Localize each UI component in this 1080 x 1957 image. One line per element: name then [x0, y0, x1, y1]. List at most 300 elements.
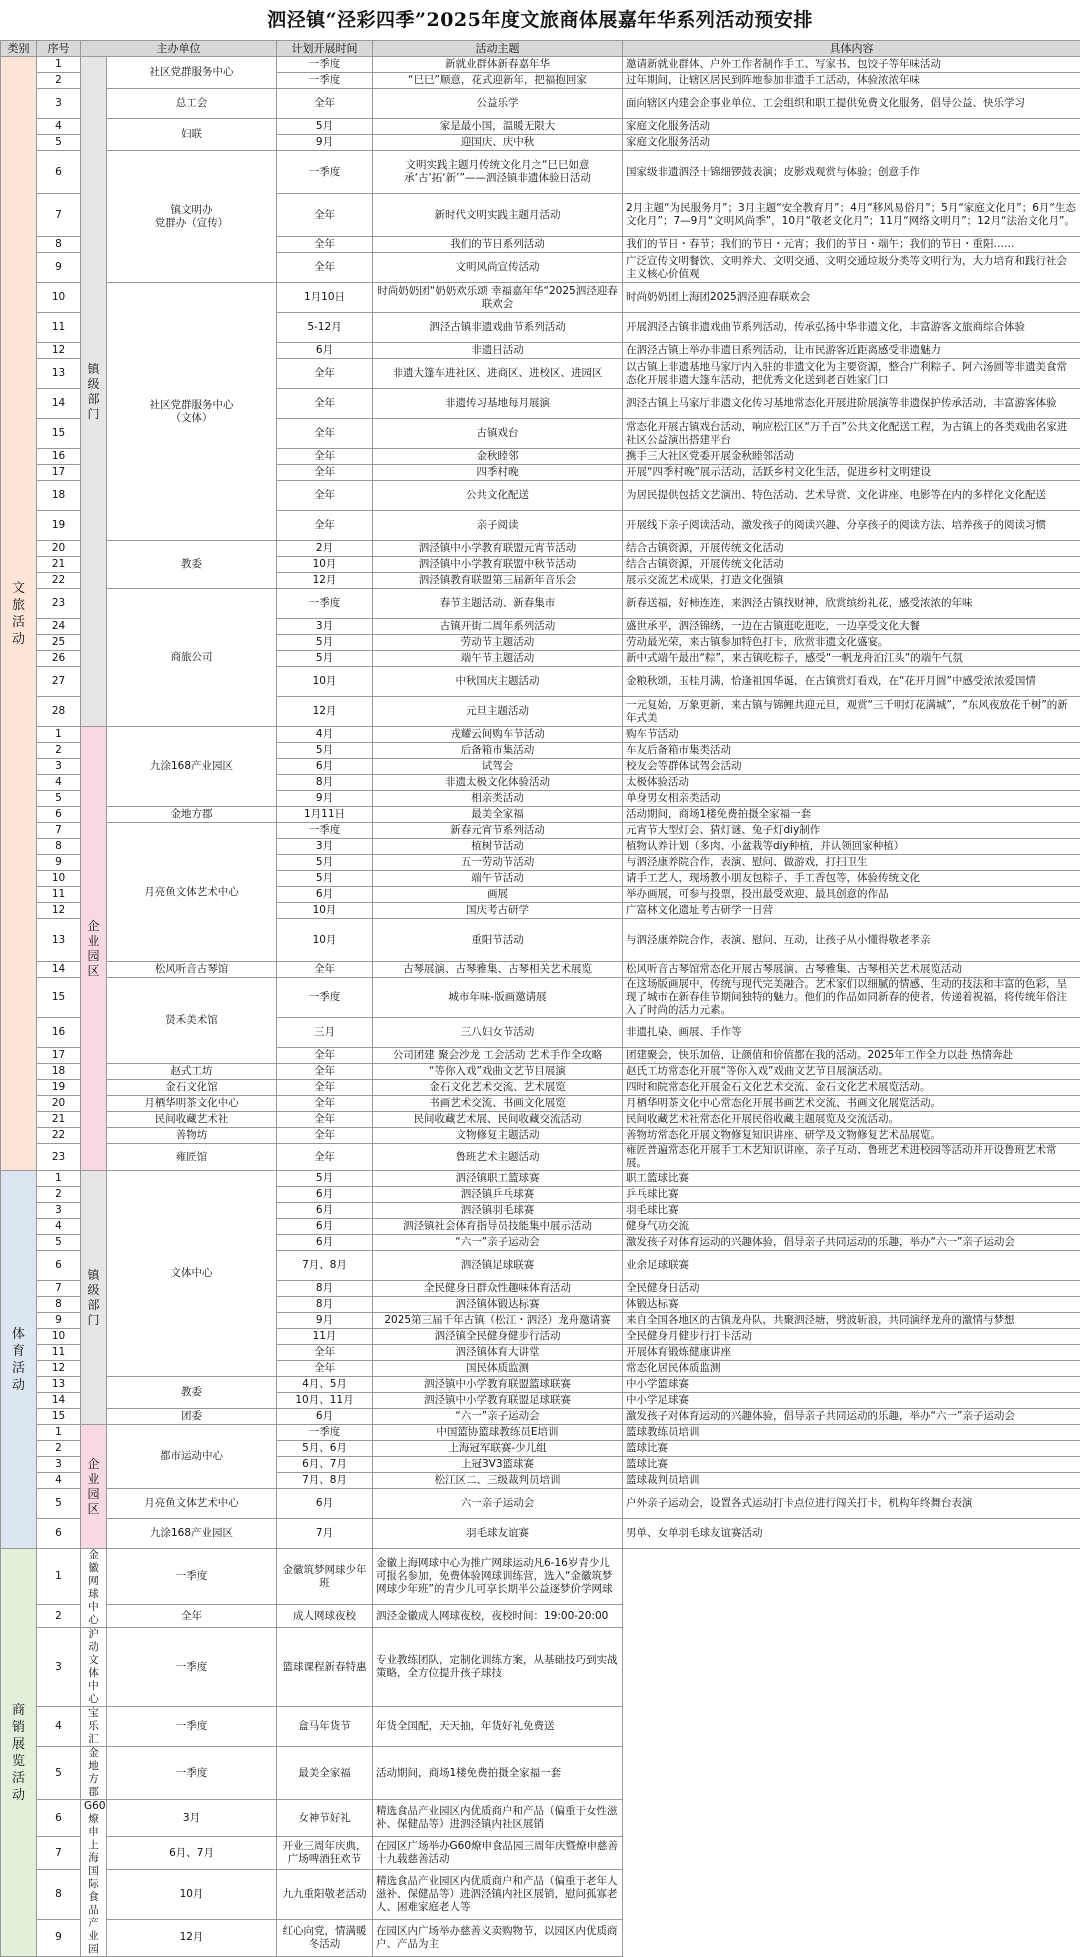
- content-cell: 在泗泾古镇上举办非遗日系列活动，让市民游客近距离感受非遗魅力: [623, 343, 1080, 359]
- table-row: [1, 1747, 1080, 1800]
- time-cell: 12月: [277, 697, 373, 727]
- time-cell: 3月: [107, 1800, 277, 1837]
- table-row: [1, 283, 1080, 313]
- table-row: [1, 151, 1080, 194]
- content-cell: 中小学足球赛: [623, 1393, 1080, 1409]
- theme-cell: 文物修复主题活动: [373, 1128, 623, 1144]
- row-number: 4: [37, 775, 81, 791]
- theme-cell: 古琴展演、古琴雅集、古琴相关艺术展览: [373, 962, 623, 978]
- time-cell: 三月: [277, 1018, 373, 1048]
- theme-cell: 书画艺术交流、书画文化展览: [373, 1096, 623, 1112]
- time-cell: 4月: [277, 727, 373, 743]
- row-number: 10: [37, 1329, 81, 1345]
- table-row: [1, 978, 1080, 1018]
- table-row: [1, 1096, 1080, 1112]
- theme-cell: 植树节活动: [373, 839, 623, 855]
- content-cell: 活动期间，商场1楼免费拍摄全家福一套: [373, 1747, 623, 1800]
- section-cell: [81, 1425, 107, 1549]
- content-cell: 2月主题“为民服务月”；3月主题“安全教育月”；4月“移风易俗月”；5月“家庭文化月”；6月“生态文化月”；7—9月“文明风尚季”，10月“敬老文化月”；11月“网络文明月”；12月“法治文化月”。: [623, 194, 1080, 237]
- organizer-cell: 社区党群服务中心: [107, 57, 277, 89]
- row-number: 25: [37, 635, 81, 651]
- row-number: 1: [37, 1549, 81, 1605]
- content-cell: 我们的节日・春节；我们的节日・元宵；我们的节日・端午；我们的节日・重阳……: [623, 237, 1080, 253]
- content-cell: 四时和院常态化开展金石文化艺术交流、金石文化艺术展览活动。: [623, 1080, 1080, 1096]
- row-number: 5: [37, 791, 81, 807]
- row-number: 15: [37, 978, 81, 1018]
- row-number: 4: [37, 1707, 81, 1747]
- row-number: 13: [37, 359, 81, 389]
- time-cell: 全年: [277, 253, 373, 283]
- content-cell: 开展体育锻炼健康讲座: [623, 1345, 1080, 1361]
- time-cell: 10月: [277, 903, 373, 919]
- theme-cell: 红心向党，情满暖冬活动: [277, 1919, 373, 1956]
- row-number: 7: [37, 1837, 81, 1870]
- content-cell: 泗泾金徽成人网球夜校，夜校时间：19:00-20:00: [373, 1605, 623, 1628]
- content-cell: 精选食品产业园区内优质商户和产品（偏重于老年人滋补、保健品等）进泗泾镇内社区展销，慰问孤寡老人、困难家庭老人等: [373, 1870, 623, 1919]
- theme-cell: 春节主题活动、新春集市: [373, 589, 623, 619]
- row-number: 9: [37, 1919, 81, 1956]
- row-number: 9: [37, 1313, 81, 1329]
- time-cell: 全年: [277, 359, 373, 389]
- row-number: 15: [37, 1409, 81, 1425]
- row-number: 18: [37, 1064, 81, 1080]
- content-cell: 时尚奶奶团上海团2025泗泾迎春联欢会: [623, 283, 1080, 313]
- table-row: [1, 1064, 1080, 1080]
- time-cell: 5月、6月: [277, 1441, 373, 1457]
- theme-cell: 泗泾镇职工篮球赛: [373, 1171, 623, 1187]
- organizer-cell: 文体中心: [107, 1171, 277, 1377]
- table-row: [1, 1171, 1080, 1187]
- time-cell: 一季度: [277, 57, 373, 73]
- theme-cell: “六一”亲子运动会: [373, 1235, 623, 1251]
- time-cell: 10月、11月: [277, 1393, 373, 1409]
- row-number: 8: [37, 1870, 81, 1919]
- time-cell: 6月: [277, 1203, 373, 1219]
- time-cell: 7月、8月: [277, 1473, 373, 1489]
- theme-cell: 金石文化艺术交流、艺术展览: [373, 1080, 623, 1096]
- section-cell: [81, 727, 107, 1171]
- theme-cell: 相亲类活动: [373, 791, 623, 807]
- row-number: 6: [37, 1251, 81, 1281]
- theme-cell: 女神节好礼: [277, 1800, 373, 1837]
- time-cell: 8月: [277, 1297, 373, 1313]
- theme-cell: 开业三周年庆典，广场啤酒狂欢节: [277, 1837, 373, 1870]
- content-cell: 金徽上海网球中心为推广网球运动凡6-16岁青少儿可报名参加，免费体验网球训练营，选入“金徽筑梦网球少年班”的青少儿可享长期半公益逐梦价学网球: [373, 1549, 623, 1605]
- time-cell: 5月: [277, 651, 373, 667]
- section-label: 镇级部门: [87, 1268, 101, 1328]
- time-cell: 8月: [277, 1281, 373, 1297]
- table-row: [1, 1377, 1080, 1393]
- theme-cell: 松江区二、三级裁判员培训: [373, 1473, 623, 1489]
- organizer-cell: 月亮鱼文体艺术中心: [107, 1489, 277, 1519]
- table-row: [1, 1837, 1080, 1870]
- row-number: 6: [37, 1800, 81, 1837]
- content-cell: 广泛宣传文明餐饮、文明养犬、文明交通、文明交通垃圾分类等文明行为，大力培育和践行社会主义核心价值观: [623, 253, 1080, 283]
- time-cell: 5月: [277, 1171, 373, 1187]
- theme-cell: 端午节主题活动: [373, 651, 623, 667]
- organizer-cell: 九涂168产业园区: [107, 727, 277, 807]
- time-cell: 10月: [277, 557, 373, 573]
- header-organizer: 主办单位: [81, 41, 277, 57]
- theme-cell: 非遗大篷车进社区、进商区、进校区、进园区: [373, 359, 623, 389]
- time-cell: 一季度: [277, 589, 373, 619]
- table-row: [1, 1919, 1080, 1956]
- header-theme: 活动主题: [373, 41, 623, 57]
- content-cell: 车友后备箱市集类活动: [623, 743, 1080, 759]
- time-cell: 全年: [277, 1112, 373, 1128]
- theme-cell: 泗泾镇教育联盟第三届新年音乐会: [373, 573, 623, 589]
- theme-cell: 公益乐学: [373, 89, 623, 119]
- time-cell: 10月: [107, 1870, 277, 1919]
- content-cell: 举办画展，可参与投票，投出最受欢迎、最具创意的作品: [623, 887, 1080, 903]
- content-cell: 专业教练团队，定制化训练方案，从基础技巧到实战策略，全方位提升孩子球技: [373, 1628, 623, 1707]
- theme-cell: 亲子阅读: [373, 511, 623, 541]
- content-cell: 与泗泾康养院合作，表演、慰问、做游戏，打扫卫生: [623, 855, 1080, 871]
- row-number: 14: [37, 1393, 81, 1409]
- row-number: 10: [37, 871, 81, 887]
- content-cell: 植物认养计划（多肉、小盆栽等diy种植，并认领回家种植）: [623, 839, 1080, 855]
- row-number: 19: [37, 1080, 81, 1096]
- organizer-cell: 教委: [107, 541, 277, 589]
- theme-cell: 非遗传习基地每月展演: [373, 389, 623, 419]
- row-number: 7: [37, 823, 81, 839]
- theme-cell: 金徽筑梦网球少年班: [277, 1549, 373, 1605]
- content-cell: 结合古镇资源，开展传统文化活动: [623, 541, 1080, 557]
- table-row: [1, 1112, 1080, 1128]
- organizer-cell: 善物坊: [107, 1128, 277, 1144]
- content-cell: 校友会等群体试驾会活动: [623, 759, 1080, 775]
- row-number: 4: [37, 119, 81, 135]
- table-row: [1, 541, 1080, 557]
- time-cell: 12月: [107, 1919, 277, 1956]
- time-cell: 3月: [277, 839, 373, 855]
- time-cell: 全年: [277, 389, 373, 419]
- time-cell: 全年: [277, 1064, 373, 1080]
- organizer-cell: 金徽网球中心: [81, 1549, 107, 1628]
- theme-cell: 后备箱市集活动: [373, 743, 623, 759]
- time-cell: 12月: [277, 573, 373, 589]
- table-row: [1, 1800, 1080, 1837]
- table-row: [1, 1605, 1080, 1628]
- organizer-cell: 贤禾美术馆: [107, 978, 277, 1064]
- theme-cell: 文明实践主题月传统文化月之“巳巳如意 承‘古’拓‘新’”——泗泾镇非遗体验日活动: [373, 151, 623, 194]
- content-cell: 开展线下亲子阅读活动，激发孩子的阅读兴趣、分享孩子的阅读方法、培养孩子的阅读习惯: [623, 511, 1080, 541]
- theme-cell: 时尚奶奶团“奶奶欢乐颂 幸福嘉年华“2025泗泾迎春联欢会: [373, 283, 623, 313]
- theme-cell: 泗泾古镇非遗戏曲节系列活动: [373, 313, 623, 343]
- table-row: [1, 1870, 1080, 1919]
- row-number: 5: [37, 1235, 81, 1251]
- row-number: 8: [37, 1297, 81, 1313]
- content-cell: 泗泾古镇上马家厅非遗文化传习基地常态化开展进阶展演等非遗保护传承活动，丰富游客体验: [623, 389, 1080, 419]
- row-number: 2: [37, 73, 81, 89]
- time-cell: 9月: [277, 791, 373, 807]
- organizer-cell: 都市运动中心: [107, 1425, 277, 1489]
- row-number: 16: [37, 1018, 81, 1048]
- time-cell: 1月11日: [277, 807, 373, 823]
- header-content: 具体内容: [623, 41, 1080, 57]
- row-number: 13: [37, 919, 81, 962]
- content-cell: 邀请新就业群体、户外工作者制作手工、写家书、包饺子等年味活动: [623, 57, 1080, 73]
- row-number: 17: [37, 465, 81, 481]
- content-cell: 盛世承平，泗泾锦绣，一边在古镇逛吃逛吃，一边享受文化大餐: [623, 619, 1080, 635]
- theme-cell: 三八妇女节活动: [373, 1018, 623, 1048]
- row-number: 7: [37, 1281, 81, 1297]
- row-number: 23: [37, 589, 81, 619]
- content-cell: 雍匠普遍常态化开展手工木艺知识讲座、亲子互动、鲁班艺术进校园等活动并开设鲁班艺术常展。: [623, 1144, 1080, 1171]
- table-row: [1, 1628, 1080, 1707]
- row-number: 17: [37, 1048, 81, 1064]
- organizer-cell: 社区党群服务中心 （文体）: [107, 283, 277, 541]
- row-number: 8: [37, 237, 81, 253]
- row-number: 3: [37, 1628, 81, 1707]
- table-row: [1, 1409, 1080, 1425]
- section-label: 企业园区: [87, 1457, 101, 1517]
- organizer-cell: G60燎申 上海国际食品产业园: [81, 1800, 107, 1957]
- time-cell: 5月: [277, 119, 373, 135]
- content-cell: 激发孩子对体育运动的兴趣体验，倡导亲子共同运动的乐趣，举办“六一”亲子运动会: [623, 1235, 1080, 1251]
- row-number: 5: [37, 1489, 81, 1519]
- time-cell: 6月: [277, 1187, 373, 1203]
- time-cell: 全年: [277, 1128, 373, 1144]
- time-cell: 10月: [277, 667, 373, 697]
- row-number: 11: [37, 887, 81, 903]
- time-cell: 6月: [277, 1235, 373, 1251]
- content-cell: 活动期间，商场1楼免费拍摄全家福一套: [623, 807, 1080, 823]
- theme-cell: 新春元宵节系列活动: [373, 823, 623, 839]
- theme-cell: 公共文化配送: [373, 481, 623, 511]
- organizer-cell: 金地方郡: [81, 1747, 107, 1800]
- theme-cell: 泗泾镇体育大讲堂: [373, 1345, 623, 1361]
- row-number: 2: [37, 1187, 81, 1203]
- table-row: [1, 1128, 1080, 1144]
- content-cell: 团建聚会，快乐加倍，让颜值和价值都在我的活动。2025年工作全力以赴 热情奔赴: [623, 1048, 1080, 1064]
- theme-cell: 泗泾镇乒乓球赛: [373, 1187, 623, 1203]
- row-number: 4: [37, 1219, 81, 1235]
- table-row: [1, 1707, 1080, 1747]
- time-cell: 8月: [277, 775, 373, 791]
- table-row: [1, 807, 1080, 823]
- row-number: 20: [37, 1096, 81, 1112]
- organizer-cell: 商旅公司: [107, 589, 277, 727]
- content-cell: 业余足球联赛: [623, 1251, 1080, 1281]
- time-cell: 6月: [277, 1409, 373, 1425]
- time-cell: 3月: [277, 619, 373, 635]
- content-cell: 家庭文化服务活动: [623, 135, 1080, 151]
- theme-cell: 劳动节主题活动: [373, 635, 623, 651]
- theme-cell: 泗泾镇社会体育指导员技能集中展示活动: [373, 1219, 623, 1235]
- category-cell: [1, 1549, 37, 1957]
- time-cell: 5-12月: [277, 313, 373, 343]
- row-number: 5: [37, 135, 81, 151]
- theme-cell: 泗泾镇全民健身健步行活动: [373, 1329, 623, 1345]
- table-row: [1, 962, 1080, 978]
- organizer-cell: 松风听音古琴馆: [107, 962, 277, 978]
- theme-cell: 国民体质监测: [373, 1361, 623, 1377]
- theme-cell: 迎国庆、庆中秋: [373, 135, 623, 151]
- organizer-cell: 沪动文体中心: [81, 1628, 107, 1707]
- time-cell: 一季度: [277, 1425, 373, 1441]
- time-cell: 全年: [277, 962, 373, 978]
- table-row: [1, 1489, 1080, 1519]
- content-cell: 男单、女单羽毛球友谊赛活动: [623, 1519, 1080, 1549]
- table-row: [1, 727, 1080, 743]
- theme-cell: 羽毛球友谊赛: [373, 1519, 623, 1549]
- row-number: 18: [37, 481, 81, 511]
- category-cell: [1, 1171, 37, 1549]
- organizer-cell: 月栖华明茶文化中心: [107, 1096, 277, 1112]
- row-number: 28: [37, 697, 81, 727]
- theme-cell: 元旦主题活动: [373, 697, 623, 727]
- category-label: 文旅活动: [12, 580, 26, 648]
- theme-cell: 戎耀云间购车节活动: [373, 727, 623, 743]
- row-number: 1: [37, 1171, 81, 1187]
- theme-cell: 画展: [373, 887, 623, 903]
- time-cell: 全年: [277, 1080, 373, 1096]
- theme-cell: 上冠3V3篮球赛: [373, 1457, 623, 1473]
- theme-cell: 上海冠军联赛-少儿组: [373, 1441, 623, 1457]
- theme-cell: 重阳节活动: [373, 919, 623, 962]
- content-cell: 家庭文化服务活动: [623, 119, 1080, 135]
- content-cell: 精选食品产业园区内优质商户和产品（偏重于女性滋补、保健品等）进泗泾镇内社区展销: [373, 1800, 623, 1837]
- time-cell: 5月: [277, 635, 373, 651]
- content-cell: 国家级非遗泗泾十锦细锣鼓表演；皮影戏观赏与体验；创意手作: [623, 151, 1080, 194]
- content-cell: 常态化开展古镇戏台活动，响应松江区“万千百”公共文化配送工程，为古镇上的各类戏曲名家进社区公益演出搭建平台: [623, 419, 1080, 449]
- row-number: 3: [37, 759, 81, 775]
- theme-cell: 四季村晚: [373, 465, 623, 481]
- row-number: 14: [37, 389, 81, 419]
- organizer-cell: 镇文明办 党群办（宣传）: [107, 151, 277, 283]
- theme-cell: 国庆考古研学: [373, 903, 623, 919]
- row-number: 13: [37, 1377, 81, 1393]
- row-number: 4: [37, 1473, 81, 1489]
- theme-cell: 成人网球夜校: [277, 1605, 373, 1628]
- content-cell: 月栖华明茶文化中心常态化开展书画艺术交流、书画文化展览活动。: [623, 1096, 1080, 1112]
- table-row: [1, 1425, 1080, 1441]
- time-cell: 6月、7月: [107, 1837, 277, 1870]
- time-cell: 7月: [277, 1519, 373, 1549]
- row-number: 21: [37, 557, 81, 573]
- theme-cell: 泗泾镇羽毛球赛: [373, 1203, 623, 1219]
- organizer-cell: 雍匠馆: [107, 1144, 277, 1171]
- content-cell: 善物坊常态化开展文物修复知识讲座、研学及文物修复艺术品展览。: [623, 1128, 1080, 1144]
- time-cell: 全年: [277, 194, 373, 237]
- row-number: 6: [37, 1519, 81, 1549]
- theme-cell: 家是最小国，温暖无限大: [373, 119, 623, 135]
- row-number: 2: [37, 1441, 81, 1457]
- content-cell: 乒乓球比赛: [623, 1187, 1080, 1203]
- organizer-cell: 金地方郡: [107, 807, 277, 823]
- section-label: 企业园区: [87, 919, 101, 979]
- content-cell: 请手工艺人，现场教小朋友包粽子、手工香包等，体验传统文化: [623, 871, 1080, 887]
- row-number: 22: [37, 1128, 81, 1144]
- row-number: 15: [37, 419, 81, 449]
- row-number: 22: [37, 573, 81, 589]
- time-cell: 9月: [277, 135, 373, 151]
- content-cell: 与泗泾康养院合作，表演、慰问、互动，让孩子从小懂得敬老孝亲: [623, 919, 1080, 962]
- theme-cell: 非遗日活动: [373, 343, 623, 359]
- header-category: 类别: [1, 41, 37, 57]
- content-cell: 单身男女相亲类活动: [623, 791, 1080, 807]
- theme-cell: 公司团建 聚会沙龙 工会活动 艺术手作全攻略: [373, 1048, 623, 1064]
- section-label: 镇级部门: [87, 362, 101, 422]
- theme-cell: 非遗太极文化体验活动: [373, 775, 623, 791]
- organizer-cell: 总工会: [107, 89, 277, 119]
- time-cell: 一季度: [277, 151, 373, 194]
- content-cell: 篮球比赛: [623, 1457, 1080, 1473]
- time-cell: 全年: [277, 449, 373, 465]
- time-cell: 一季度: [107, 1549, 277, 1605]
- content-cell: 在园区广场举办G60燎申食品园三周年庆暨燎申慈善十九载慈善活动: [373, 1837, 623, 1870]
- content-cell: 携手三大社区党委开展金秋睦邻活动: [623, 449, 1080, 465]
- row-number: 21: [37, 1112, 81, 1128]
- section-cell: [81, 1171, 107, 1425]
- time-cell: 一季度: [107, 1707, 277, 1747]
- table-row: [1, 89, 1080, 119]
- theme-cell: 2025第三届千年古镇（松江・泗泾）龙舟邀请赛: [373, 1313, 623, 1329]
- table-row: [1, 119, 1080, 135]
- time-cell: 全年: [277, 237, 373, 253]
- table-header-row: [1, 41, 1080, 57]
- row-number: 9: [37, 253, 81, 283]
- row-number: 20: [37, 541, 81, 557]
- time-cell: 一季度: [107, 1747, 277, 1800]
- theme-cell: 泗泾镇中小学教育联盟元宵节活动: [373, 541, 623, 557]
- row-number: 6: [37, 807, 81, 823]
- organizer-cell: 金石文化馆: [107, 1080, 277, 1096]
- content-cell: 购车节活动: [623, 727, 1080, 743]
- row-number: 26: [37, 651, 81, 667]
- time-cell: 一季度: [277, 73, 373, 89]
- row-number: 2: [37, 1605, 81, 1628]
- row-number: 16: [37, 449, 81, 465]
- content-cell: 来自全国各地区的古镇龙舟队，共聚泗泾塘，劈波斩浪，共同演绎龙舟的激情与梦想: [623, 1313, 1080, 1329]
- content-cell: 赵氏工坊常态化开展“等你入戏”戏曲文艺节目展演活动。: [623, 1064, 1080, 1080]
- time-cell: 全年: [277, 1345, 373, 1361]
- time-cell: 全年: [277, 465, 373, 481]
- content-cell: 展示交流艺术成果，打造文化强镇: [623, 573, 1080, 589]
- content-cell: 中小学篮球赛: [623, 1377, 1080, 1393]
- row-number: 3: [37, 1203, 81, 1219]
- time-cell: 7月、8月: [277, 1251, 373, 1281]
- content-cell: 体锻达标赛: [623, 1297, 1080, 1313]
- organizer-cell: 九涂168产业园区: [107, 1519, 277, 1549]
- content-cell: 在这场版画展中，传统与现代完美融合。艺术家们以细腻的情感、生动的技法和丰富的色彩，呈现了城市在新春佳节期间独特的魅力。他们的作品如同新春的使者，传递着祝福，将传统年俗注入了时尚的活力元素。: [623, 978, 1080, 1018]
- theme-cell: 端午节活动: [373, 871, 623, 887]
- row-number: 9: [37, 855, 81, 871]
- content-cell: 民间收藏艺术社常态化开展民俗收藏主题展览及交流活动。: [623, 1112, 1080, 1128]
- content-cell: 过年期间，让辖区居民到阵地参加非遗手工活动，体验浓浓年味: [623, 73, 1080, 89]
- theme-cell: 盒马年货节: [277, 1707, 373, 1747]
- theme-cell: “等你入戏”戏曲文艺节目展演: [373, 1064, 623, 1080]
- theme-cell: 泗泾镇足球联赛: [373, 1251, 623, 1281]
- time-cell: 11月: [277, 1329, 373, 1345]
- content-cell: 常态化居民体质监测: [623, 1361, 1080, 1377]
- row-number: 12: [37, 343, 81, 359]
- time-cell: 5月: [277, 855, 373, 871]
- document-title: 泗泾镇“泾彩四季”2025年度文旅商体展嘉年华系列活动预安排: [0, 0, 1080, 40]
- content-cell: 年货全国配，天天抽，年货好礼免费送: [373, 1707, 623, 1747]
- row-number: 14: [37, 962, 81, 978]
- theme-cell: 九九重阳敬老活动: [277, 1870, 373, 1919]
- time-cell: 全年: [277, 1144, 373, 1171]
- row-number: 23: [37, 1144, 81, 1171]
- time-cell: 一季度: [277, 978, 373, 1018]
- table-row: [1, 1080, 1080, 1096]
- content-cell: 松风听音古琴馆常态化开展古琴展演、古琴雅集、古琴相关艺术展览活动: [623, 962, 1080, 978]
- theme-cell: 泗泾镇中小学教育联盟篮球联赛: [373, 1377, 623, 1393]
- theme-cell: 文明风尚宣传活动: [373, 253, 623, 283]
- organizer-cell: 月亮鱼文体艺术中心: [107, 823, 277, 962]
